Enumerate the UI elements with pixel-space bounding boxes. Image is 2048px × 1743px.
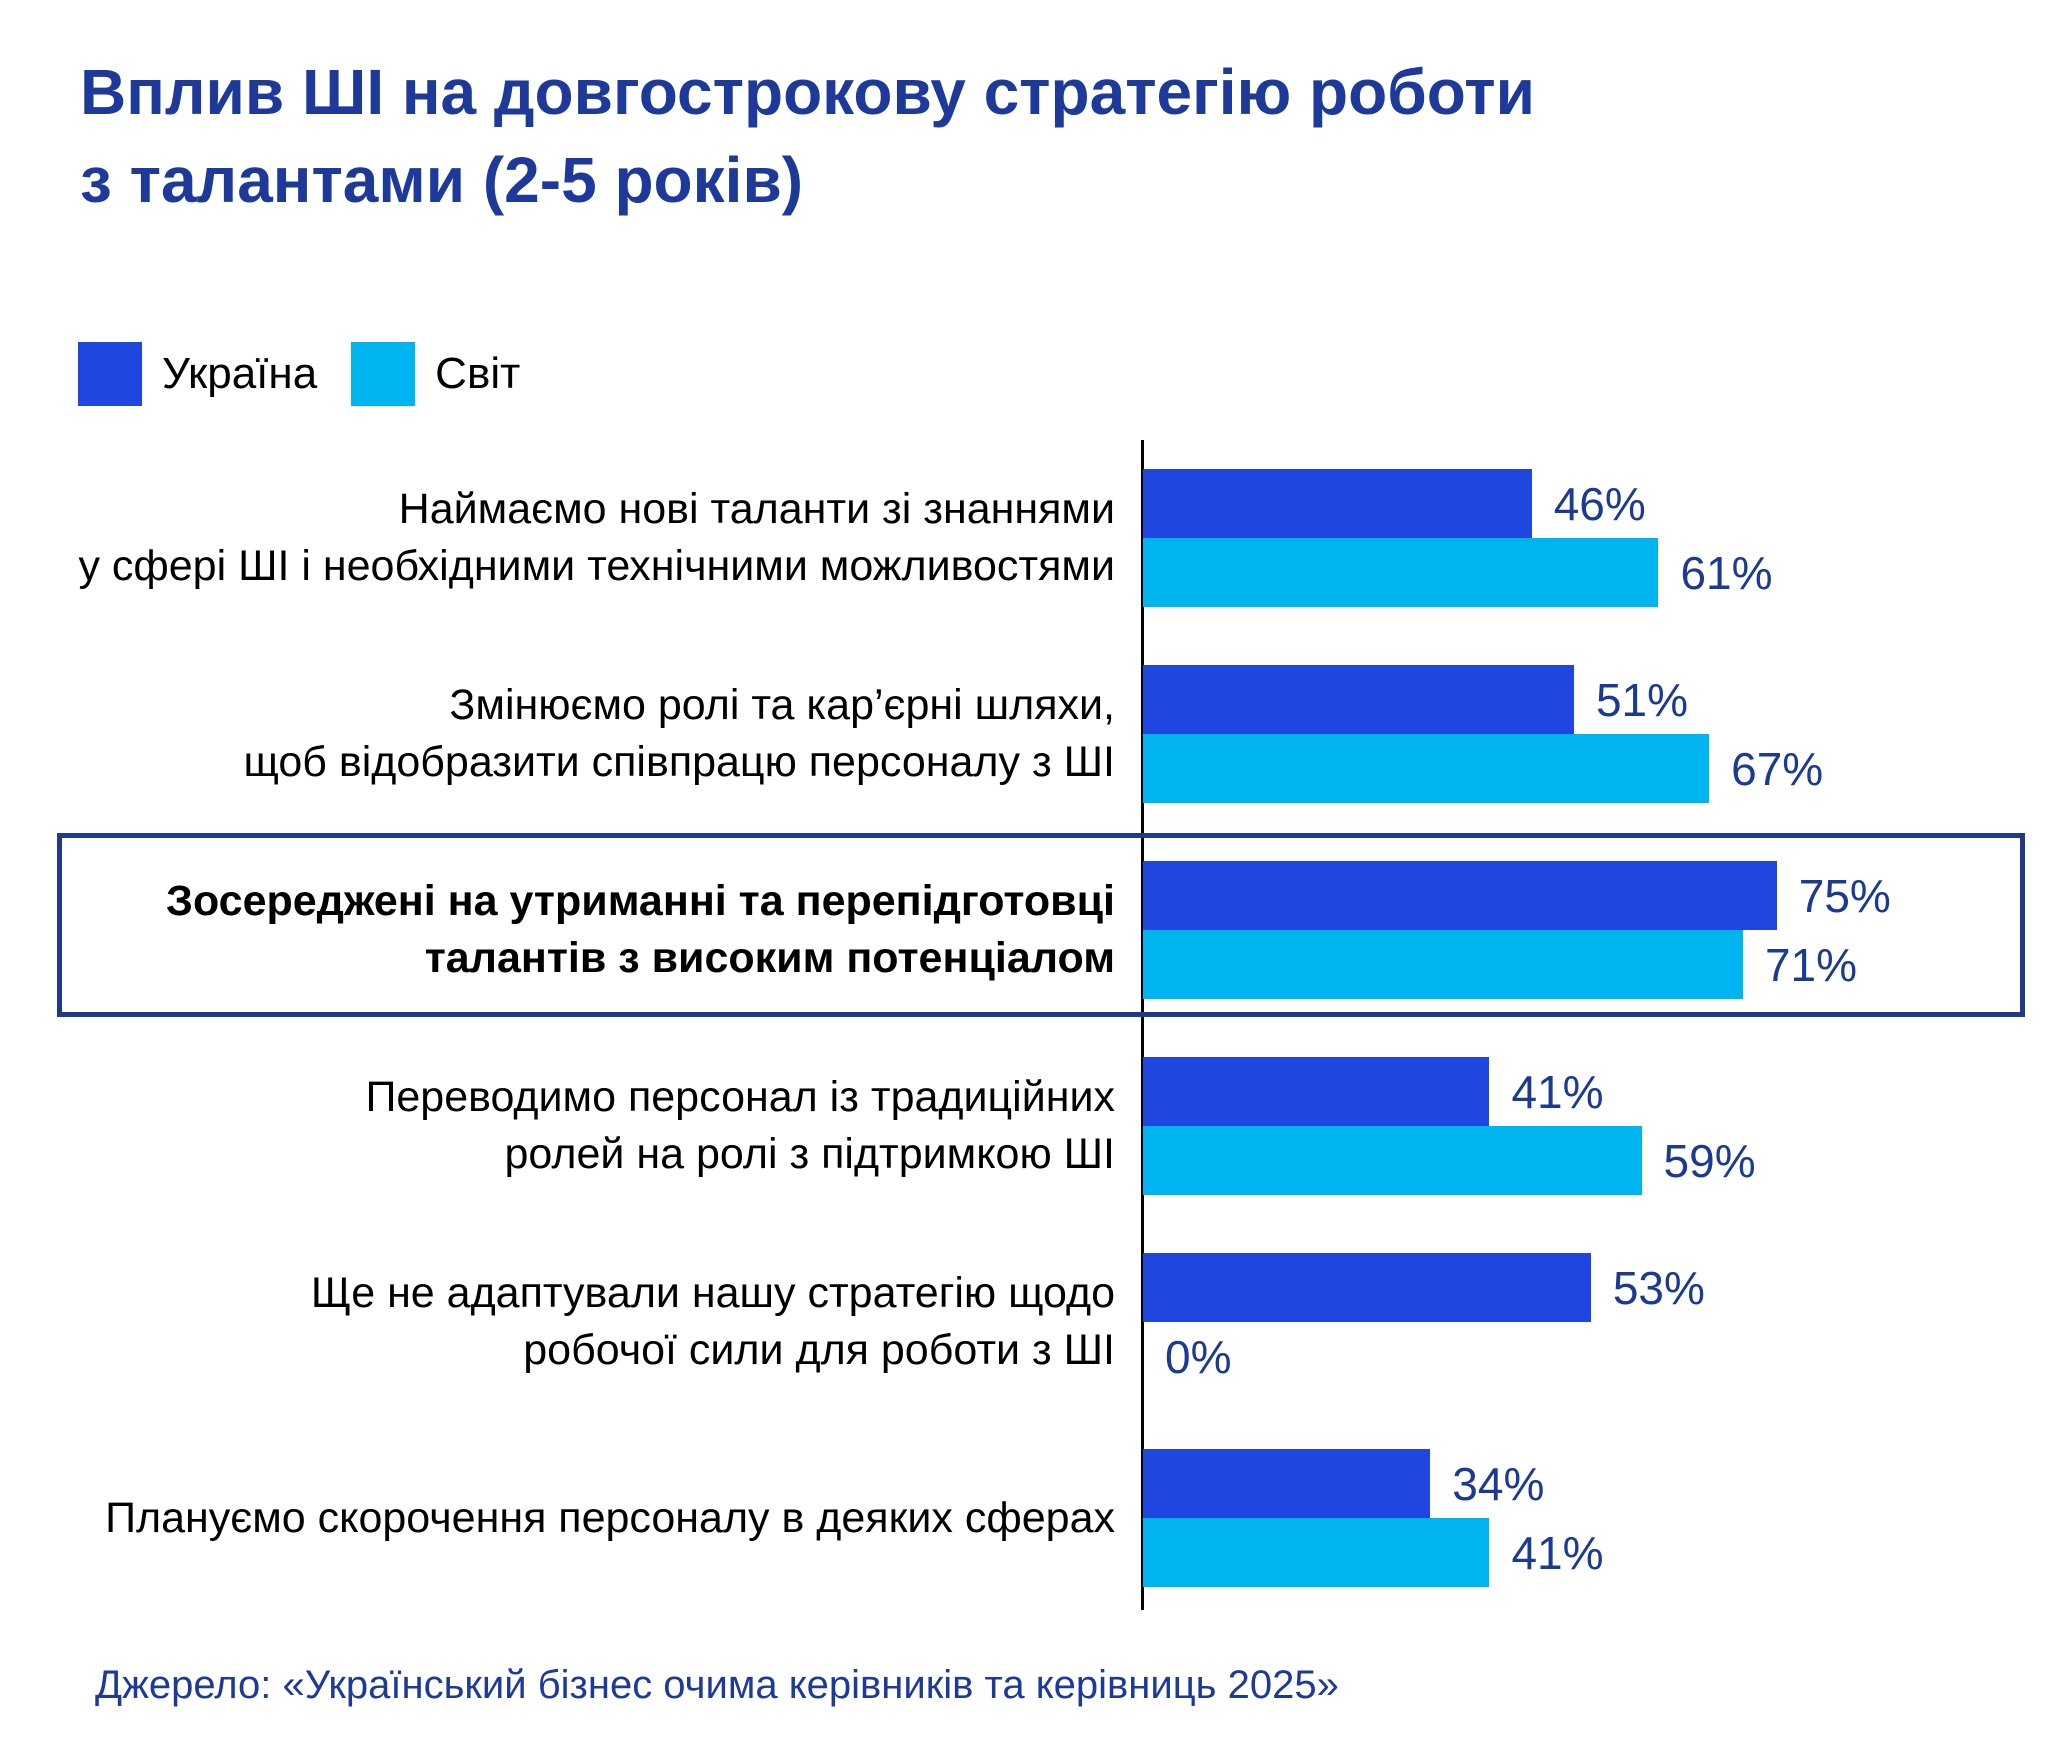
bar-ukraine: [1143, 1449, 1430, 1518]
value-label: 34%: [1452, 1457, 1545, 1510]
value-label: 46%: [1553, 477, 1646, 530]
value-label: 0%: [1165, 1330, 1232, 1383]
bar-world: [1143, 930, 1743, 999]
category-label: Зосереджені на утриманні та перепідготовці талантів з високим потенціалом: [166, 877, 1115, 982]
legend-swatch-ukraine: [78, 342, 142, 406]
source-note: Джерело: «Український бізнес очима керівників та керівниць 2025»: [95, 1663, 1339, 1707]
value-label: 41%: [1511, 1526, 1604, 1579]
chart-title: [80, 48, 1535, 225]
bar-line: [1143, 665, 2048, 734]
value-label: 71%: [1764, 938, 1858, 991]
bar-line: [1143, 930, 2048, 999]
chart-row: [0, 832, 2048, 1028]
chart-row: [0, 1028, 2048, 1224]
legend-item-ukraine: [78, 342, 317, 406]
bar-line: [1143, 861, 2048, 930]
bar-chart: [0, 440, 2048, 1616]
legend-swatch-world: [351, 342, 415, 406]
bar-ukraine: [1143, 469, 1532, 538]
value-label: 59%: [1663, 1134, 1756, 1187]
bar-world: [1143, 734, 1709, 803]
value-label: 41%: [1511, 1065, 1604, 1118]
chart-row: [0, 636, 2048, 832]
legend-item-world: [351, 342, 520, 406]
bar-line: [1143, 1322, 2048, 1391]
chart-title-line-2: з талантами (2-5 років): [80, 144, 804, 217]
bar-ukraine: [1143, 861, 1777, 930]
category-label: Наймаємо нові таланти зі знаннями у сфері ШІ і необхідними технічними можливостями: [78, 485, 1115, 590]
value-label: 75%: [1798, 869, 1891, 922]
value-label: 53%: [1612, 1261, 1705, 1314]
legend-label-world: Світ: [435, 349, 521, 398]
bar-ukraine: [1143, 1253, 1591, 1322]
bar-ukraine: [1143, 665, 1574, 734]
legend: [78, 342, 520, 406]
category-label: Плануємо скорочення персоналу в деяких сферах: [105, 1493, 1115, 1542]
bar-line: [1143, 1518, 2048, 1587]
chart-row: [0, 440, 2048, 636]
chart-row: [0, 1420, 2048, 1616]
chart-title-line-1: Вплив ШІ на довгострокову стратегію роботи: [80, 56, 1535, 128]
bar-line: [1143, 1126, 2048, 1195]
value-label: 61%: [1680, 546, 1773, 599]
bar-world: [1143, 538, 1658, 607]
bar-line: [1143, 538, 2048, 607]
category-label: Ще не адаптували нашу стратегію щодо робочої сили для роботи з ШІ: [310, 1269, 1115, 1374]
value-label: 51%: [1595, 673, 1689, 726]
bar-world: [1143, 1126, 1642, 1195]
category-label: Змінюємо ролі та кар’єрні шляхи, щоб відобразити співпрацю персоналу з ШІ: [243, 681, 1115, 786]
chart-row: [0, 1224, 2048, 1420]
bar-line: [1143, 1449, 2048, 1518]
bar-line: [1143, 469, 2048, 538]
bar-line: [1143, 1253, 2048, 1322]
bar-line: [1143, 1057, 2048, 1126]
category-label: Переводимо персонал із традиційних ролей на ролі з підтримкою ШІ: [365, 1073, 1115, 1178]
bar-world: [1143, 1518, 1489, 1587]
bar-line: [1143, 734, 2048, 803]
bar-ukraine: [1143, 1057, 1489, 1126]
legend-label-ukraine: Україна: [162, 349, 318, 398]
value-label: 67%: [1731, 742, 1824, 795]
